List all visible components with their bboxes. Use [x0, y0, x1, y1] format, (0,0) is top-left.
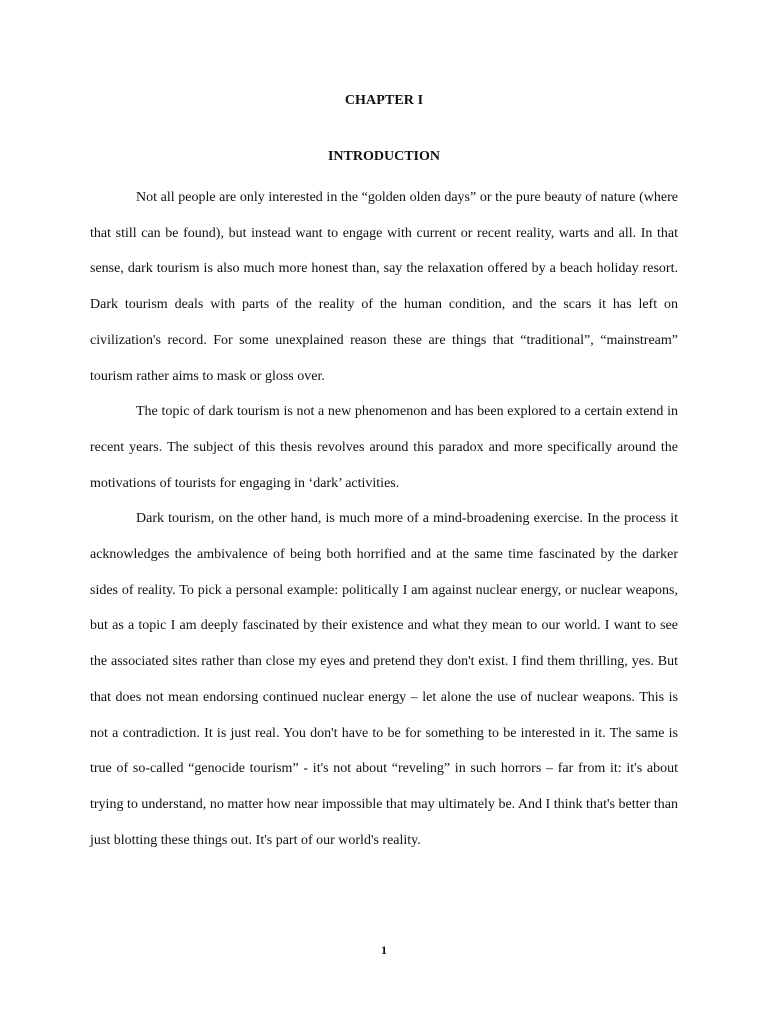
paragraph-1: Not all people are only interested in the “golden olden days” or the pure beauty of nature (where that still can be found), but instead want to engage with current or recent reality, warts and all. In that sense, dark tourism is also much more honest than, say the relaxation offered by a beach holiday resort. Dark tourism deals with parts of the reality of the human condition, and the scars it has left on civilization's record. For some unexplained reason these are things that “traditional”, “mainstream” tourism rather aims to mask or gloss over. — [90, 190, 678, 384]
section-title: INTRODUCTION — [327, 149, 440, 164]
body-text — [90, 180, 678, 858]
chapter-title: CHAPTER I — [344, 93, 424, 108]
page-number: 1 — [381, 943, 387, 957]
paragraph-3: Dark tourism, on the other hand, is much more of a mind-broadening exercise. In the process it acknowledges the ambivalence of being both horrified and at the same time fascinated by the darker sides of reality. To pick a personal example: politically I am against nuclear energy, or nuclear weapons, but as a topic I am deeply fascinated by their existence and what they mean to our world. I want to see the associated sites rather than close my eyes and pretend they don't exist. I find them thrilling, yes. But that does not mean endorsing continued nuclear energy – let alone the use of nuclear weapons. This is not a contradiction. It is just real. You don't have to be for something to be interested in it. The same is true of so-called “genocide tourism” - it's not about “reveling” in such horrors – far from it: it's about trying to understand, no matter how near impossible that may ultimately be. And I think that's better than just blotting these things out. It's part of our world's reality. — [90, 511, 678, 848]
paragraph-2: The topic of dark tourism is not a new phenomenon and has been explored to a certain extend in recent years. The subject of this thesis revolves around this paradox and more specifically around the motivations of tourists for engaging in ‘dark’ activities. — [90, 404, 678, 491]
